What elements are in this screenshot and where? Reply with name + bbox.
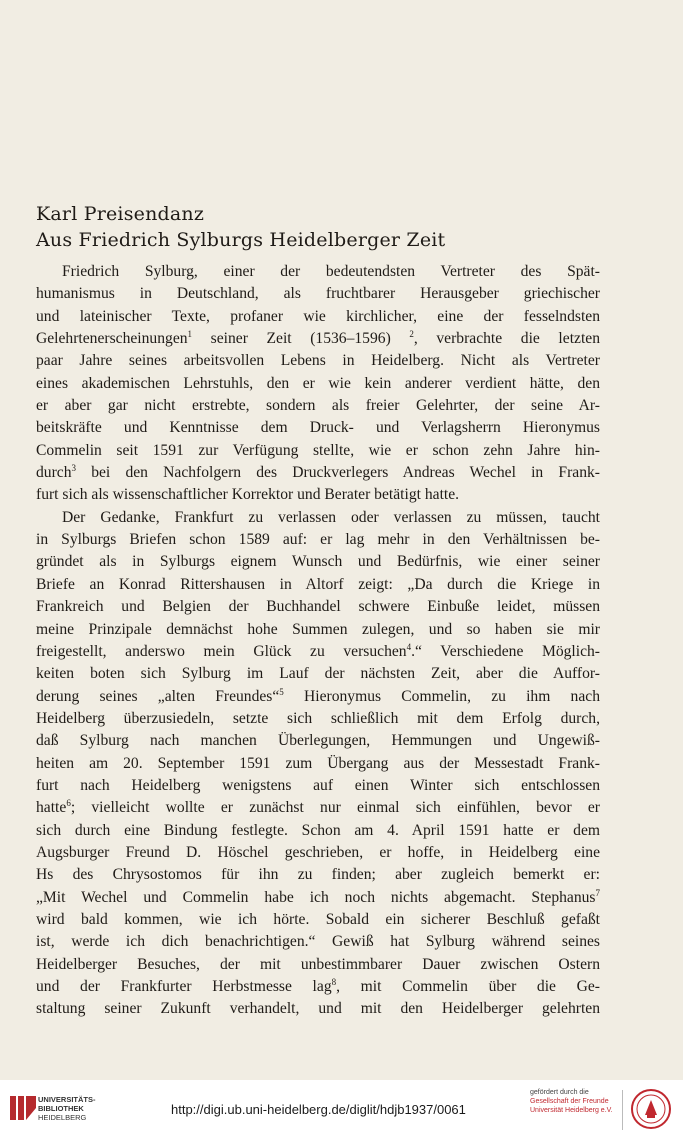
text-run: meine Prinzipale demnächst hohe Summen zulegen, und so haben sie mir bbox=[36, 620, 600, 638]
text-run: paar Jahre seines arbeitsvollen Lebens in Heidelberg. Nicht als Vertreter bbox=[36, 352, 600, 370]
article-title: Aus Friedrich Sylburgs Heidelberger Zeit bbox=[36, 229, 446, 251]
text-run: furt sich als wissenschaftlicher Korrektor und Berater betätigt hatte. bbox=[36, 486, 460, 504]
text-line bbox=[36, 954, 600, 976]
text-run: eines akademischen Lehrstuhls, den er wie kein anderer verdient hätte, den bbox=[36, 374, 600, 392]
footnote-marker: 1 bbox=[187, 328, 193, 339]
text-run: daß Sylburg nach manchen Überlegungen, Hemmungen und Ungewiß- bbox=[36, 732, 600, 750]
article-heading bbox=[36, 201, 656, 253]
text-line bbox=[36, 864, 600, 886]
text-run: Commelin seit 1591 zur Verfügung stellte, wie er schon zehn Jahre hin- bbox=[36, 441, 600, 459]
text-line bbox=[36, 730, 600, 752]
text-line bbox=[36, 619, 600, 641]
text-line bbox=[36, 529, 600, 551]
text-run: Hieronymus Commelin, zu ihm nach bbox=[283, 687, 600, 705]
text-line bbox=[36, 440, 600, 462]
text-run: Gelehrtenerscheinungen bbox=[36, 330, 188, 348]
text-line bbox=[36, 462, 600, 484]
footnote-marker: 2 bbox=[409, 328, 414, 339]
text-line bbox=[36, 328, 600, 350]
text-line bbox=[36, 306, 600, 328]
text-line bbox=[36, 417, 600, 439]
text-run: freigestellt, anderswo mein Glück zu versuchen bbox=[36, 642, 407, 660]
text-line bbox=[36, 574, 600, 596]
text-run: gründet als in Sylburgs eignem Wunsch und Bedürfnis, wie einer seiner bbox=[36, 553, 600, 571]
text-run: hatte bbox=[36, 799, 67, 817]
university-seal-icon[interactable] bbox=[630, 1088, 672, 1130]
footnote-marker: 4 bbox=[406, 641, 412, 652]
text-run: seiner Zeit (1536–1596) bbox=[192, 330, 410, 348]
body-text bbox=[36, 261, 600, 1021]
library-name: UNIVERSITÄTS- BIBLIOTHEK HEIDELBERG bbox=[38, 1095, 96, 1122]
footnote-marker: 3 bbox=[71, 462, 77, 473]
sponsor-credit: gefördert durch die Gesellschaft der Freunde Universität Heidelberg e.V. bbox=[530, 1089, 613, 1114]
text-run: sich durch eine Bindung festlegte. Schon am 4. April 1591 hatte er dem bbox=[36, 821, 600, 839]
text-run: furt nach Heidelberg wenigstens auf einen Winter sich entschlossen bbox=[36, 776, 600, 794]
text-line bbox=[36, 842, 600, 864]
text-line bbox=[36, 708, 600, 730]
text-run: ist, werde ich dich benachrichtigen.“ Gewiß hat Sylburg während seines bbox=[36, 933, 600, 951]
footnote-marker: 8 bbox=[331, 976, 337, 987]
text-line bbox=[36, 484, 600, 506]
text-line bbox=[36, 350, 600, 372]
footnote-marker: 5 bbox=[279, 686, 284, 697]
text-run: , verbrachte die letzten bbox=[413, 330, 600, 348]
permalink-url[interactable]: http://digi.ub.uni-heidelberg.de/diglit/hdjb1937/0061 bbox=[171, 1102, 466, 1117]
text-run: Heidelberg überzusiedeln, setzte sich schließlich mit dem Erfolg durch, bbox=[36, 709, 600, 727]
text-run: und der Frankfurter Herbstmesse lag bbox=[36, 978, 332, 995]
text-run: .“ Verschiedene Möglich- bbox=[411, 642, 600, 660]
text-line bbox=[36, 663, 600, 685]
text-line bbox=[36, 976, 600, 998]
text-line bbox=[36, 686, 600, 708]
text-line bbox=[36, 931, 600, 953]
text-line bbox=[36, 887, 600, 909]
text-line bbox=[36, 551, 600, 573]
text-run: Frankreich und Belgien der Buchhandel schwere Einbuße leidet, müssen bbox=[36, 598, 600, 616]
text-line bbox=[36, 395, 600, 417]
text-run: humanismus in Deutschland, als fruchtbarer Herausgeber griechischer bbox=[36, 285, 600, 303]
text-run: in Sylburgs Briefen schon 1589 auf: er lag mehr in den Verhältnissen be- bbox=[36, 531, 600, 549]
text-line bbox=[36, 909, 600, 931]
text-run: ; vielleicht wollte er zunächst nur einmal sich einfühlen, bevor er bbox=[70, 799, 600, 817]
footnote-marker: 7 bbox=[595, 887, 600, 898]
library-logo-icon[interactable] bbox=[6, 1092, 40, 1124]
text-line bbox=[36, 753, 600, 775]
text-run: Der Gedanke, Frankfurt zu verlassen oder verlassen zu müssen, taucht bbox=[62, 508, 600, 526]
digitization-footer bbox=[0, 1080, 683, 1136]
text-line bbox=[36, 775, 600, 797]
footnote-marker: 6 bbox=[66, 798, 71, 809]
text-run: wird bald kommen, wie ich hörte. Sobald ein sicherer Beschluß gefaßt bbox=[36, 910, 600, 928]
text-run: Hs des Chrysostomos für ihn zu finden; aber zugleich bemerkt er: bbox=[36, 866, 600, 884]
text-run: beitskräfte und Kenntnisse dem Druck- und Verlagsherrn Hieronymus bbox=[36, 419, 600, 437]
text-run: Augsburger Freund D. Höschel geschrieben, er hoffe, in Heidelberg eine bbox=[36, 843, 600, 861]
text-line bbox=[36, 998, 600, 1020]
text-run: heiten am 20. September 1591 zum Übergang aus der Messestadt Frank- bbox=[36, 754, 600, 772]
text-run: derung seines „alten Freundes“ bbox=[36, 687, 280, 705]
text-run: und lateinischer Texte, profaner wie kirchlicher, eine der fesselndsten bbox=[36, 307, 600, 325]
text-line bbox=[36, 641, 600, 663]
text-run: keiten boten sich Sylburg im Lauf der nächsten Zeit, aber die Auffor- bbox=[36, 665, 600, 683]
text-line bbox=[36, 261, 600, 283]
text-run: „Mit Wechel und Commelin habe ich noch nichts abgemacht. Stephanus bbox=[36, 888, 596, 906]
text-line bbox=[36, 283, 600, 305]
text-run: er aber gar nicht erstrebte, sondern als freier Gelehrter, der seine Ar- bbox=[36, 397, 600, 415]
text-run: , mit Commelin über die Ge- bbox=[336, 978, 600, 995]
footer-divider bbox=[622, 1090, 623, 1130]
text-line bbox=[36, 820, 600, 842]
text-run: staltung seiner Zukunft verhandelt, und mit den Heidelberger gelehrten bbox=[36, 1000, 600, 1018]
text-run: bei den Nachfolgern des Druckverlegers Andreas Wechel in Frank- bbox=[76, 464, 600, 482]
text-line bbox=[36, 373, 600, 395]
author-name: Karl Preisendanz bbox=[36, 203, 205, 225]
text-line bbox=[36, 507, 600, 529]
text-run: Heidelberger Besuches, der mit unbestimmbarer Dauer zwischen Ostern bbox=[36, 955, 600, 973]
text-line bbox=[36, 797, 600, 819]
text-run: durch bbox=[36, 464, 72, 482]
text-run: Friedrich Sylburg, einer der bedeutendsten Vertreter des Spät- bbox=[62, 263, 600, 280]
text-run: Briefe an Konrad Rittershausen in Altorf zeigt: „Da durch die Kriege in bbox=[36, 575, 600, 593]
text-line bbox=[36, 596, 600, 618]
